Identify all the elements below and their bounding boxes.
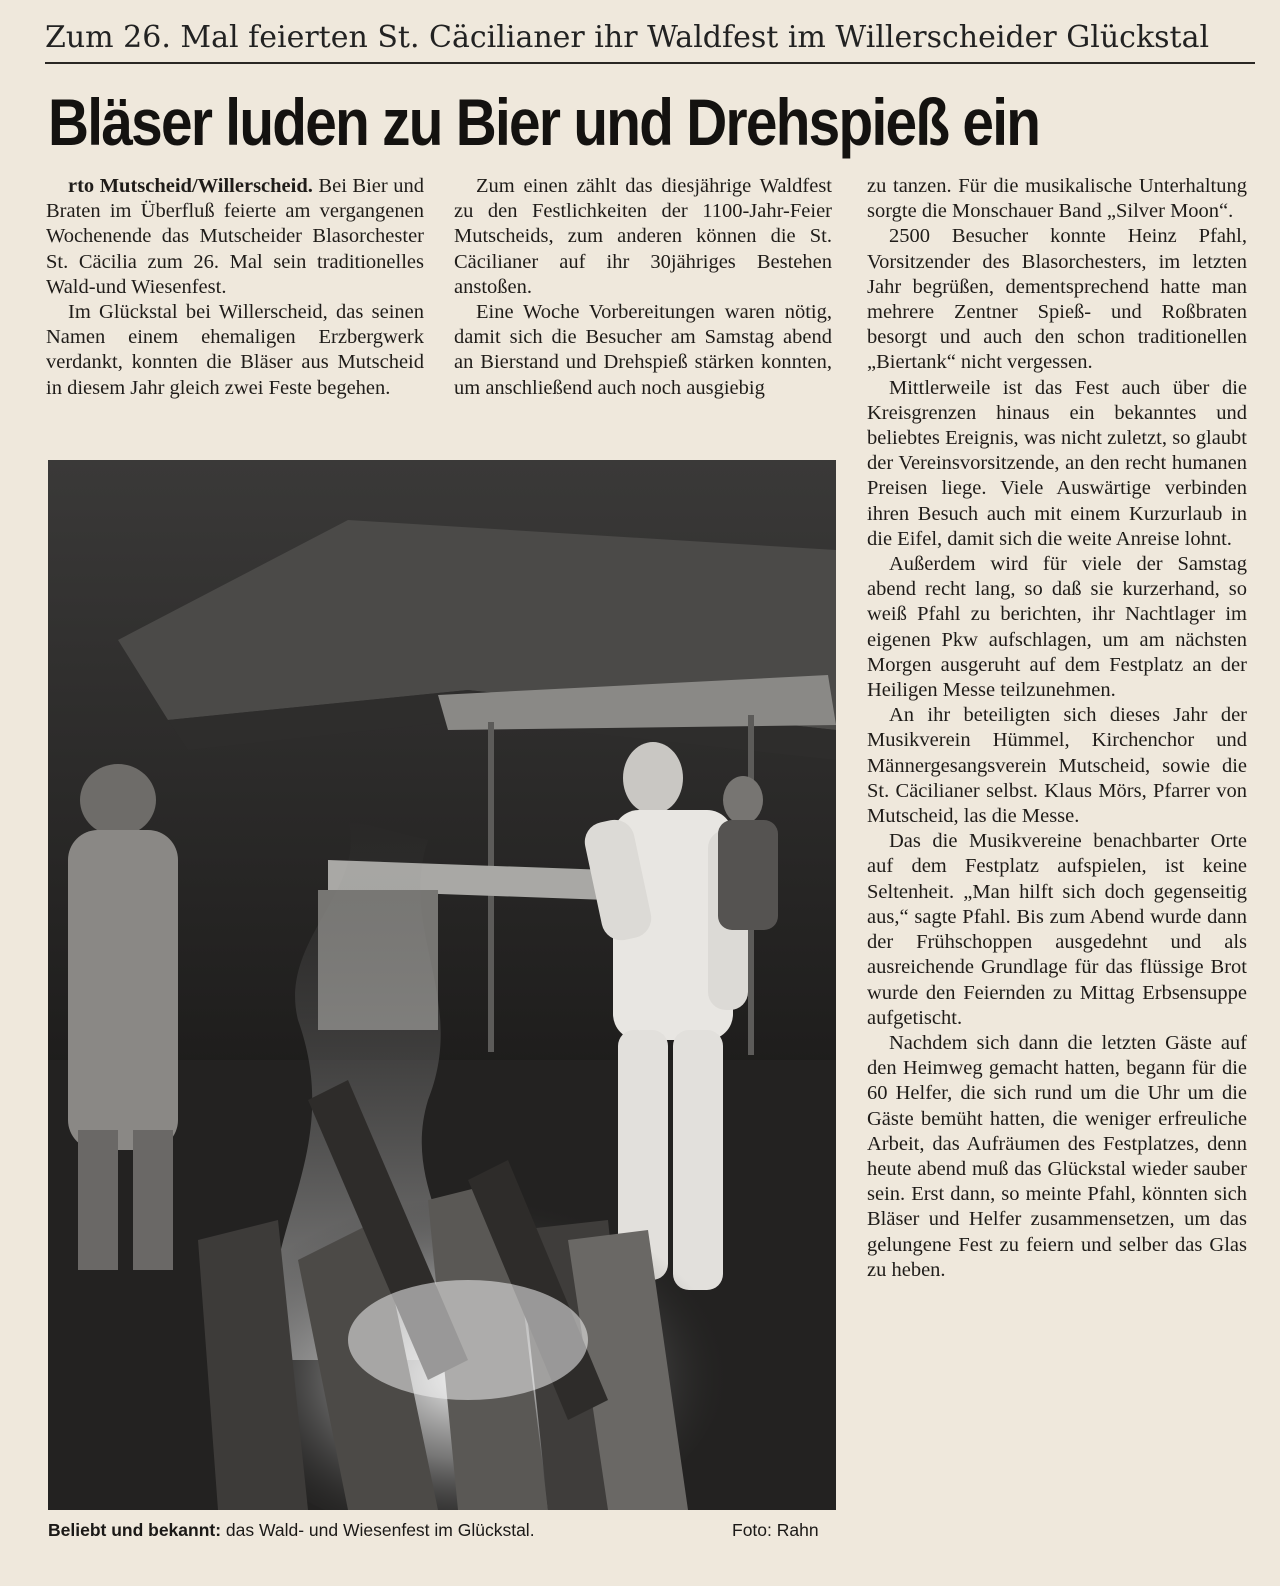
paragraph: Mittlerweile ist das Fest auch über die Kreisgrenzen hinaus ein bekanntes und beliebtes Ereignis, was nicht zuletzt, so glaubt der Vereinsvorsitzende, an den recht humanen Preisen liege. Viele Auswärtige verbinden ihren Besuch auch mit einem Kurzurlaub in die Eifel, damit sich die weite Anreise lohnt. xyxy=(867,376,1247,550)
text-column-1 xyxy=(46,174,424,401)
caption-lead: Beliebt und bekannt: xyxy=(48,1520,222,1540)
article-kicker: Zum 26. Mal feierten St. Cäcilianer ihr Waldfest im Willerscheider Glückstal xyxy=(45,20,1210,55)
paragraph: Zum einen zählt das diesjährige Waldfest zu den Festlichkeiten der 1100-Jahr-Feier Mutscheids, zum anderen können die St. Cäcilianer auf ihr 30jähriges Bestehen anstoßen. xyxy=(454,175,832,298)
text-column-3 xyxy=(867,174,1247,1283)
caption-text: das Wald- und Wiesenfest im Glückstal. xyxy=(221,1520,535,1540)
paragraph: Nachdem sich dann die letzten Gäste auf den Heimweg gemacht hatten, begann für die 60 Helfer, die sich rund um die Uhr um die Gäste bemüht hatten, die weniger erfreuliche Arbeit, das Aufräumen des Festplatzes, denn heute abend muß das Glückstal wieder sauber sein. Erst dann, so meinte Pfahl, könnten sich Bläser und Helfer zusammensetzen, um das gelungene Fest zu feiern und selber das Glas zu heben. xyxy=(867,1031,1247,1281)
photo-caption xyxy=(48,1518,838,1542)
paragraph: Eine Woche Vorbereitungen waren nötig, damit sich die Besucher am Samstag abend an Bierstand und Drehspieß stärken konnten, um anschließend auch noch ausgiebig xyxy=(454,301,832,399)
paragraph-text: Bei Bier und Braten im Überfluß feierte am vergangenen Wochenende das Mutscheider Blasorchester St. Cäcilia zum 26. Mal sein traditionelles Wald-und Wiesenfest. xyxy=(46,175,425,298)
byline: rto Mutscheid/Willerscheid. xyxy=(68,175,313,197)
paragraph: An ihr beteiligten sich dieses Jahr der Musikverein Hümmel, Kirchenchor und Männergesangsverein Mutscheid, sowie die St. Cäcilianer selbst. Klaus Mörs, Pfarrer von Mutscheid, las die Messe. xyxy=(867,704,1247,828)
paragraph: zu tanzen. Für die musikalische Unterhaltung sorgte die Monschauer Band „Silver Moon“. xyxy=(867,175,1247,223)
photo-illustration xyxy=(48,460,836,1510)
paragraph: 2500 Besucher konnte Heinz Pfahl, Vorsitzender des Blasorchesters, im letzten Jahr begrüßen, dementsprechend hatte man mehrere Zentner Spieß- und Roßbraten besorgt und auch den schon traditionellen „Biertank“ nicht vergessen. xyxy=(867,225,1247,374)
paragraph: Im Glückstal bei Willerscheid, das seinen Namen einem ehemaligen Erzbergwerk verdankt, konnten die Bläser aus Mutscheid in diesem Jahr gleich zwei Feste begehen. xyxy=(46,301,424,399)
paragraph: Außerdem wird für viele der Samstag abend recht lang, so daß sie kurzerhand, so weiß Pfahl zu berichten, ihr Nachtlager im eigenen Pkw aufschlagen, um am nächsten Morgen ausgeruht auf dem Festplatz an der Heiligen Messe teilzunehmen. xyxy=(867,553,1247,702)
paragraph: Das die Musikvereine benachbarter Orte auf dem Festplatz aufspielen, ist keine Seltenheit. „Man hilft sich doch gegenseitig aus,“ sagte Pfahl. Bis zum Abend wurde dann der Frühschoppen ausgedehnt und als ausreichende Grundlage für das flüssige Brot wurde den Feiernden zu Mittag Erbsensuppe aufgetischt. xyxy=(867,830,1247,1029)
paragraph xyxy=(46,174,424,300)
article-headline: Bläser luden zu Bier und Drehspieß ein xyxy=(48,85,1040,159)
festival-photo xyxy=(48,460,836,1510)
text-column-2 xyxy=(454,174,832,401)
kicker-rule xyxy=(45,62,1255,64)
photo-credit: Foto: Rahn xyxy=(732,1520,819,1540)
